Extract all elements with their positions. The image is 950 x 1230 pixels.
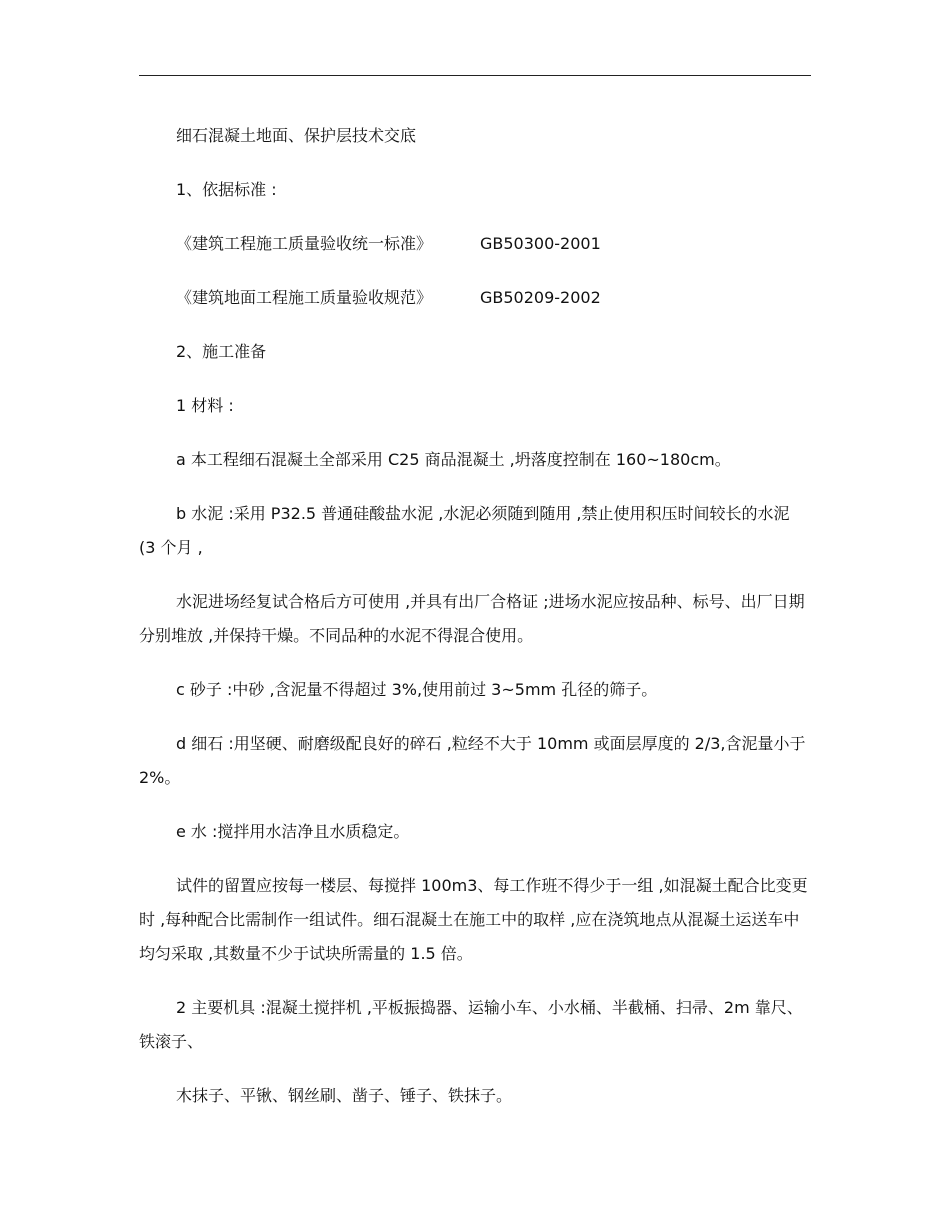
materials-heading: 1 材料 : bbox=[176, 396, 234, 415]
sampling-paragraph: 试件的留置应按每一楼层、每搅拌 100m3、每工作班不得少于一组 ,如混凝土配合比变更时 ,每种配合比需制作一组试件。细石混凝土在施工中的取样 ,应在浇筑地点从混凝土运送车中均匀采取 ,其数量不少于试块所需量的 1.5 倍。 bbox=[139, 876, 808, 963]
item-a-paragraph: a 本工程细石混凝土全部采用 C25 商品混凝土 ,坍落度控制在 160~180cm。 bbox=[176, 450, 731, 469]
item-b-continuation: 水泥进场经复试合格后方可使用 ,并具有出厂合格证 ;进场水泥应按品种、标号、出厂日期分别堆放 ,并保持干燥。不同品种的水泥不得混合使用。 bbox=[139, 592, 805, 645]
document-title: 细石混凝土地面、保护层技术交底 bbox=[176, 126, 417, 145]
item-d-paragraph: d 细石 :用坚硬、耐磨级配良好的碎石 ,粒经不大于 10mm 或面层厚度的 2/3,含泥量小于 2%。 bbox=[139, 734, 806, 787]
item-b-paragraph: b 水泥 :采用 P32.5 普通硅酸盐水泥 ,水泥必须随到随用 ,禁止使用积压时间较长的水泥 (3 个月 , bbox=[139, 504, 790, 557]
section-1-heading: 1、依据标准 : bbox=[176, 180, 277, 199]
standard-name: 《建筑工程施工质量验收统一标准》 bbox=[176, 234, 433, 253]
tools-continuation: 木抹子、平锹、钢丝刷、凿子、锤子、铁抹子。 bbox=[176, 1086, 513, 1105]
item-c-paragraph: c 砂子 :中砂 ,含泥量不得超过 3%,使用前过 3~5mm 孔径的筛子。 bbox=[176, 680, 658, 699]
standard-code: GB50300-2001 bbox=[480, 234, 601, 253]
header-rule bbox=[139, 75, 811, 76]
tools-paragraph: 2 主要机具 :混凝土搅拌机 ,平板振捣器、运输小车、小水桶、半截桶、扫帚、2m 靠尺、铁滚子、 bbox=[139, 998, 803, 1051]
standard-code: GB50209-2002 bbox=[480, 288, 601, 307]
item-e-paragraph: e 水 :搅拌用水洁净且水质稳定。 bbox=[176, 822, 410, 841]
standard-name: 《建筑地面工程施工质量验收规范》 bbox=[176, 288, 433, 307]
section-2-heading: 2、施工准备 bbox=[176, 342, 267, 361]
